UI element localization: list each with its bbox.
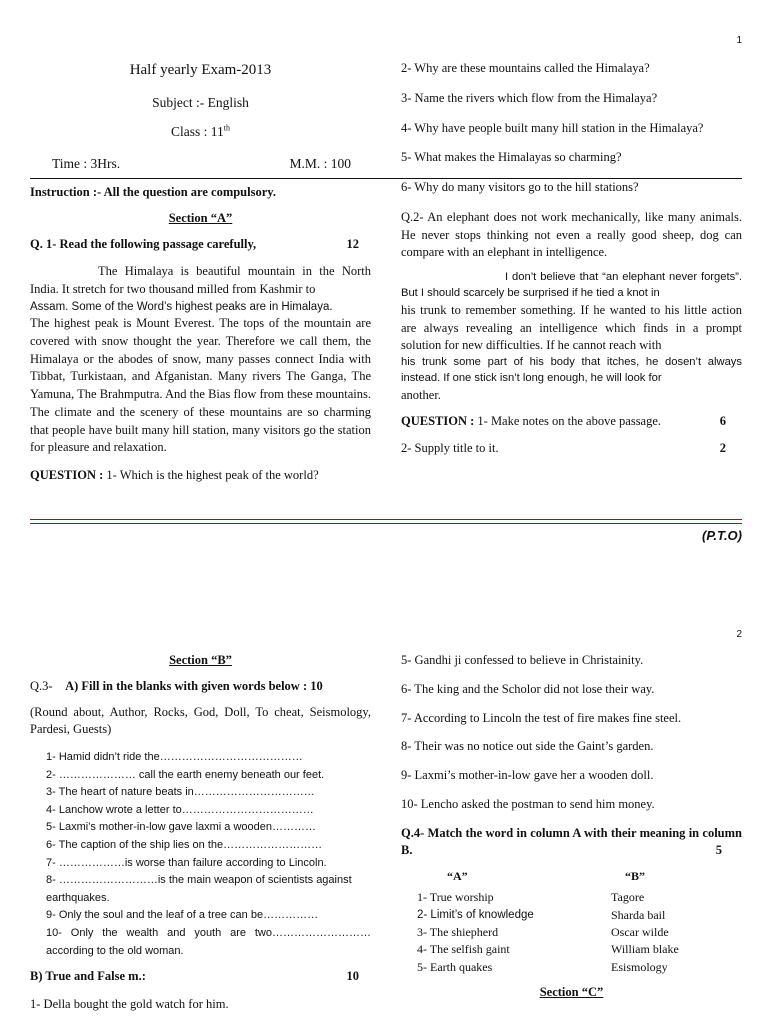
q1-question-4: 4- Why have people built many hill station in the Himalaya? [401, 120, 704, 135]
blank-item: 7- ………………is worse than failure according to Lincoln. [46, 856, 327, 869]
blank-item: 4- Lanchow wrote a letter to……………………………… [46, 803, 314, 816]
exam-page-2 [0, 600, 768, 1024]
q2-question-2-row [401, 440, 742, 458]
tf-marks: 10 [346, 969, 359, 984]
q2-passage-a: Q.2- An elephant does not work mechanically, like many animals. He never stops thinking not even a really good sheep, dog can compare with an elephant in intelligence. [401, 209, 742, 260]
q2-question-1-row: QUESTION : 1- Make notes on the above passage. 6 [401, 413, 742, 431]
tf-item: 10- Lencho asked the postman to send him money. [401, 796, 655, 811]
tf-heading-row [30, 968, 371, 986]
right-column [401, 652, 742, 1010]
passage-1b: Assam. Some of the Word’s highest peaks are in Himalaya. [30, 300, 333, 313]
tf-item: 6- The king and the Scholor did not lose their way. [401, 681, 655, 696]
q1-heading: Q. 1- Read the following passage carefully, [30, 236, 257, 251]
q1-question-5: 5- What makes the Himalayas so charming? [401, 150, 622, 165]
section-a-title: Section “A” [168, 210, 233, 225]
fill-blanks-list [46, 749, 371, 960]
q1-question-2: 2- Why are these mountains called the Himalaya? [401, 61, 650, 75]
q1-marks: 12 [346, 236, 359, 251]
time-label: Time : 3Hrs. [52, 155, 121, 171]
q2-question-2-marks: 2 [719, 441, 726, 456]
q2-passage-e: another. [401, 387, 441, 402]
blank-item: 2- ………………… call the earth enemy beneath our feet. [46, 768, 325, 781]
blank-item: 3- The heart of nature beats in…………………………… [46, 786, 315, 799]
match-row: 1- True worship Tagore [417, 890, 645, 905]
match-row: 2- Limit’s of knowledge Sharda bail [417, 907, 666, 922]
match-row: 4- The selfish gaint William blake [417, 942, 679, 957]
passage-1a: The Himalaya is beautiful mountain in the North India. It stretch for two thousand milled from Kashmir to [30, 264, 371, 296]
blank-item: 9- Only the soul and the leaf of a tree can be…………… [46, 909, 319, 922]
tf-item: 5- Gandhi ji confessed to believe in Christainity. [401, 653, 644, 667]
q2-question-2: 2- Supply title to it. [401, 441, 499, 456]
q4-heading: Q.4- Match the word in column A with their meaning in column B. [401, 825, 742, 858]
section-b-title: Section “B” [169, 653, 232, 667]
blank-item: 5- Laxmi’s mother-in-low gave laxmi a wooden………… [46, 821, 317, 834]
right-column [401, 60, 742, 458]
blank-item: 10- Only the wealth and youth are two……………………… according to the old woman. [46, 926, 371, 957]
tf-item-1: 1- Della bought the gold watch for him. [30, 996, 229, 1011]
match-row: 3- The shiepherd Oscar wilde [417, 924, 669, 939]
blank-item: 6- The caption of the ship lies on the……………………… [46, 838, 323, 851]
section-c-title: Section “C” [539, 985, 604, 1000]
blank-item: 1- Hamid didn’t ride the………………………………… [46, 751, 303, 763]
q1-question-6: 6- Why do many visitors go to the hill stations? [401, 180, 639, 194]
tf-item: 8- Their was no notice out side the Gaint’s garden. [401, 739, 654, 754]
page-number: 1 [736, 35, 742, 46]
class-line: Class : 11th [171, 123, 230, 140]
blank-item: 8- ………………………is the main weapon of scientists against earthquakes. [46, 874, 352, 904]
q2-passage-d: his trunk some part of his body that itches, he dosen’t always instead. If one stick isn’t long enough, he will look for [401, 356, 742, 384]
time-marks-row [30, 154, 371, 173]
q3-heading: Q.3- A) Fill in the blanks with given words below : 10 [30, 678, 323, 693]
left-column [30, 652, 371, 1014]
col-b-header: “B” [625, 868, 646, 883]
max-marks-label: M.M. : 100 [289, 155, 351, 171]
match-table [417, 868, 742, 976]
page-footer-rule [30, 519, 742, 524]
q2-passage-b: I don’t believe that “an elephant never forgets”. But I should scarcely be surprised if he tied a knot in [401, 271, 742, 299]
left-column-body [30, 184, 371, 493]
q2-passage-c: his trunk to remember something. If he wanted to his little action are always revealing an intelligence which finds in a prompt solution for new difficulties. If he cannot reach with [401, 302, 742, 353]
left-column [30, 60, 371, 173]
subject-line: Subject :- English [152, 95, 249, 111]
q1-question-3: 3- Name the rivers which flow from the Himalaya? [401, 90, 658, 105]
col-a-header: “A” [447, 868, 468, 883]
passage-1c: The highest peak is Mount Everest. The tops of the mountain are covered with snow thought the year. Therefore we call them, the Himalaya or the abodes of snow, many passes connect India with Tibbat, Turkistaan, and Afganistan. Many rivers The Ganga, The Yamuna, The Brahmputra. And the Bias flow from these mountains. The climate and the scenery of these mountains are so charming that people have built many hill station, many visitors go the station for pleasure and relaxation. [30, 316, 371, 455]
q2-question-1-marks: 6 [719, 413, 726, 428]
tf-heading: B) True and False m.: [30, 969, 146, 984]
match-header [417, 868, 742, 885]
page-number: 2 [736, 629, 742, 640]
match-row: 5- Earth quakes Esismology [417, 959, 668, 974]
tf-item: 7- According to Lincoln the test of fire makes fine steel. [401, 710, 682, 725]
q1-heading-row [30, 236, 371, 254]
q4-marks: 5 [715, 843, 722, 857]
q2-question-1: 1- Make notes on the above passage. [477, 413, 662, 428]
pto-label: (P.T.O) [702, 528, 742, 543]
instruction: Instruction :- All the question are compulsory. [30, 185, 276, 199]
tf-item: 9- Laxmi’s mother-in-low gave her a wooden doll. [401, 768, 654, 782]
exam-title: Half yearly Exam-2013 [129, 62, 272, 78]
q1-question-1: QUESTION : 1- Which is the highest peak of the world? [30, 468, 319, 483]
q3-word-bank: (Round about, Author, Rocks, God, Doll, To cheat, Seismology, Pardesi, Guests) [30, 704, 371, 737]
